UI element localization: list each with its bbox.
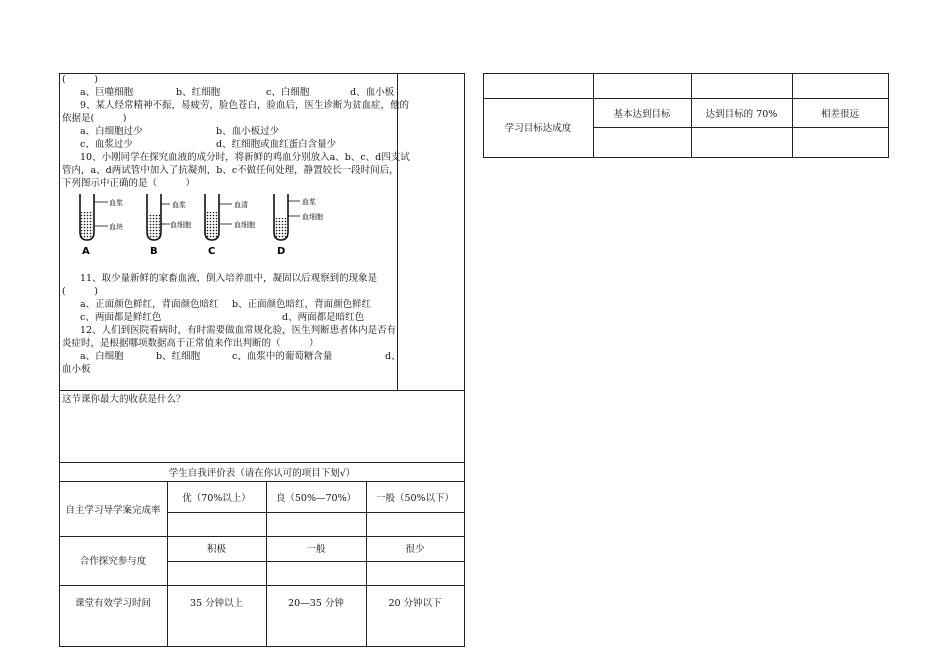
answer-paren: ( ) [62, 74, 98, 85]
q12-option-a: a、白细胞 [80, 351, 124, 362]
q9-option-c: c、血浆过少 [80, 139, 133, 150]
q9-stem-line1: 9、某人经常精神不振，易疲劳，脸色苍白，验血后，医生诊断为贫血症，他的 [80, 100, 410, 111]
participation-option-rare: 很少 [405, 544, 425, 555]
goal-label: 学习目标达成度 [504, 123, 572, 134]
tube-c-letter: C [208, 246, 216, 257]
study-time-option-35plus: 35 分钟以上 [189, 598, 244, 609]
q8-option-d: d、血小板 [350, 87, 395, 98]
q12-stem-line2: 炎症时，是根据哪项数据高于正常值来作出判断的（ ） [62, 338, 319, 349]
q11-option-a: a、正面颜色鲜红，背面颜色暗红 [80, 299, 219, 310]
tube-c-label-top: 血清 [234, 201, 248, 209]
row-completion-label: 自主学习导学案完成率 [65, 505, 161, 516]
tube-b-label-bottom: 血细胞 [170, 221, 191, 229]
tube-d [274, 194, 323, 257]
q12-option-d: d、 [385, 351, 401, 362]
q9-option-d: d、红细胞或血红蛋白含量少 [216, 139, 337, 150]
row-participation-label: 合作探究参与度 [79, 556, 147, 567]
tube-a [80, 194, 123, 257]
tube-d-label-top: 血浆 [302, 198, 316, 206]
participation-option-active: 积极 [206, 544, 226, 555]
tube-a-label-top: 血浆 [109, 199, 123, 207]
q9-option-a: a、白细胞过少 [80, 126, 143, 137]
tube-d-letter: D [277, 246, 286, 257]
q11-stem-line2: ( ) [62, 286, 98, 297]
q10-stem-line2: 管内，a、d两试管中加入了抗凝剂，b、c不做任何处理，静置较长一段时间后， [62, 165, 399, 176]
tube-c [205, 194, 255, 257]
tube-a-letter: A [82, 246, 90, 257]
goal-option-basic: 基本达到目标 [613, 109, 671, 120]
tube-b-letter: B [150, 246, 158, 257]
tube-b [147, 194, 191, 257]
q9-stem-line2: 依据是( ) [62, 113, 127, 124]
tube-b-label-top: 血浆 [172, 201, 186, 209]
tube-d-label-bottom: 血细胞 [302, 213, 323, 221]
q8-option-b: b、红细胞 [176, 87, 221, 98]
q8-option-c: c、白细胞 [266, 87, 310, 98]
row-study-time-label: 课堂有效学习时间 [74, 598, 151, 609]
study-time-option-under20: 20 分钟以下 [388, 598, 442, 609]
q12-option-c: c、血浆中的葡萄糖含量 [232, 351, 333, 362]
q11-option-b: b、正面颜色暗红，背面颜色鲜红 [232, 299, 372, 310]
harvest-prompt: 这节课你最大的收获是什么？ [62, 394, 186, 405]
tube-c-label-bottom: 血细胞 [234, 221, 255, 229]
completion-option-excellent: 优（70%以上） [182, 493, 251, 504]
goal-option-far: 相差很远 [820, 109, 859, 120]
study-time-option-20-35: 20—35 分钟 [288, 598, 344, 609]
test-tube-diagram [62, 190, 332, 258]
tube-a-label-bottom: 血块 [109, 223, 123, 231]
completion-option-average: 一般（50%以下） [375, 493, 455, 504]
self-eval-title: 学生自我评价表（请在你认可的项目下划√） [168, 468, 356, 479]
goal-option-70: 达到目标的 70% [705, 109, 778, 120]
q12-option-b: b、红细胞 [156, 351, 201, 362]
completion-option-good: 良（50%—70%） [275, 493, 357, 504]
q11-option-d: d、两面都是暗红色 [282, 312, 365, 323]
q12-option-d-text: 血小板 [62, 364, 91, 375]
q12-stem-line1: 12、人们到医院看病时，有时需要做血常规化验，医生判断患者体内是否有 [80, 325, 397, 336]
q9-option-b: b、血小板过少 [216, 126, 280, 137]
q10-stem-line1: 10、小刚同学在探究血液的成分时，将新鲜的鸡血分别放入a、b、c、d四支试 [80, 152, 410, 163]
participation-option-average: 一般 [306, 544, 326, 555]
q11-option-c: c、两面都是鲜红色 [80, 312, 162, 323]
q11-stem-line1: 11、取少量新鲜的家畜血液，倒入培养皿中，凝固以后观察到的现象是 [80, 273, 378, 284]
q8-option-a: a、巨噬细胞 [80, 87, 134, 98]
q10-stem-line3: 下列图示中正确的是（ ） [62, 178, 196, 189]
